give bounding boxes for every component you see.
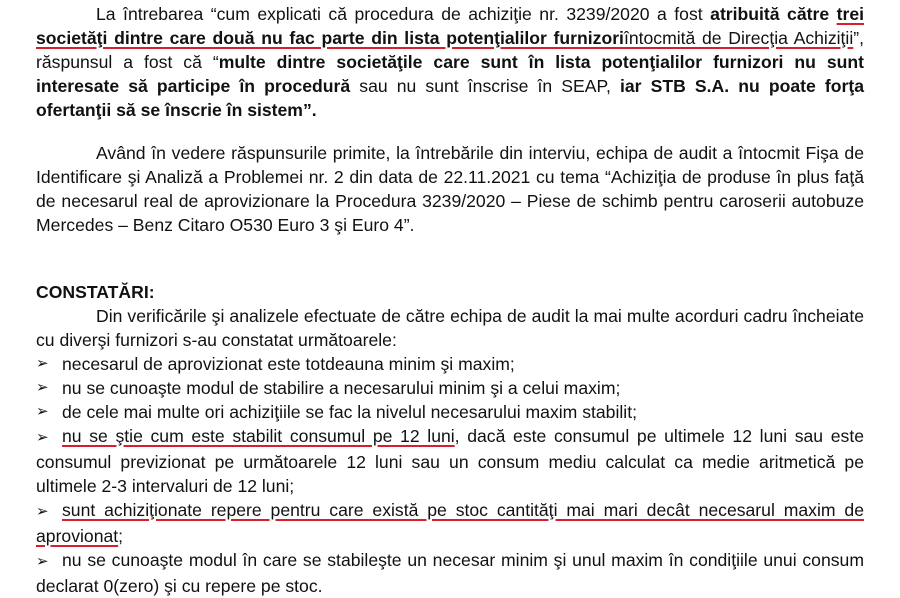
bold-text: multe dintre societăţile care sunt în lista potenţialilor furnizori nu sunt interesate să participe în procedură	[36, 52, 864, 96]
list-item-text: nu se cunoaşte modul de stabilire a necesarului minim şi a celui maxim;	[62, 378, 621, 398]
underlined-text: întocmită de Direcţia Achiziţii	[623, 28, 854, 48]
text-segment: sau nu sunt înscrise în SEAP,	[350, 76, 620, 96]
list-item	[36, 498, 864, 548]
arrow-bullet-icon: ➢	[36, 429, 49, 446]
list-item-text	[36, 548, 864, 598]
bold-text: atribuită către	[710, 4, 837, 24]
paragraph-audit-sheet: Având în vedere răspunsurile primite, la întrebările din interviu, echipa de audit a întocmit Fişa de Identificare şi Analiză a Problemei nr. 2 din data de 22.11.2021 cu tema “Achiziţia de produse în plus faţă de necesarul real de aprovizionare la Procedura 3239/2020 – Piese de schimb pentru caroserii autobuze Mercedes – Benz Citaro O530 Euro 3 şi Euro 4”.	[36, 143, 864, 235]
list-item-text	[36, 498, 864, 548]
arrow-bullet-icon: ➢	[36, 379, 49, 396]
section-heading: CONSTATĂRI:	[36, 282, 155, 302]
underlined-bold-text: trei societăţi dintre care două nu fac parte din lista potenţialilor furnizori	[36, 4, 864, 48]
list-item-text	[36, 424, 864, 498]
underlined-text: sunt achiziţionate repere pentru care există pe stoc cantităţi mai mari decât necesarul maxim de aprovionat	[36, 500, 864, 546]
paragraph-intro: Din verificările şi analizele efectuate de către echipa de audit la mai multe acorduri cadru încheiate cu diverşi furnizori s-au constatat următoarele:	[36, 306, 864, 350]
text-segment: La întrebarea “cum explicati că procedura de achiziţie nr. 3239/2020 a fost	[96, 4, 711, 24]
arrow-bullet-icon: ➢	[36, 403, 49, 420]
text-segment: ”, răspunsul a fost că “	[36, 28, 865, 72]
bold-text: iar STB S.A. nu poate forţa ofertanţii să se înscrie în sistem	[36, 76, 864, 120]
arrow-bullet-icon: ➢	[36, 355, 49, 372]
bold-text: ”.	[302, 100, 317, 120]
list-item	[36, 352, 864, 376]
arrow-bullet-icon: ➢	[36, 503, 49, 520]
text-segment: , dacă este consumul pe ultimele 12 luni sau este consumul previzionat pe următoarele 12 luni sau un consum mediu calculat ca medie aritmetică pe ultimele 2-3 intervaluri de 12 luni;	[36, 426, 864, 496]
list-item	[36, 424, 864, 498]
list-item	[36, 548, 864, 598]
text-segment: nu se cunoaşte modul în care se stabileşte un necesar minim şi unul maxim în condiţiile unui consum declarat 0(zero) şi cu repere pe stoc.	[36, 550, 864, 596]
list-item-text: de cele mai multe ori achiziţiile se fac la nivelul necesarului maxim stabilit;	[62, 402, 637, 422]
arrow-bullet-icon: ➢	[36, 553, 49, 570]
list-item	[36, 376, 864, 400]
text-segment: ;	[118, 526, 124, 546]
findings-list	[36, 352, 864, 598]
list-item	[36, 400, 864, 424]
list-item-text: necesarul de aprovizionat este totdeauna minim şi maxim;	[62, 354, 515, 374]
paragraph-question-answer	[36, 2, 864, 122]
underlined-text: nu se ştie cum este stabilit consumul pe 12 luni	[62, 426, 455, 446]
